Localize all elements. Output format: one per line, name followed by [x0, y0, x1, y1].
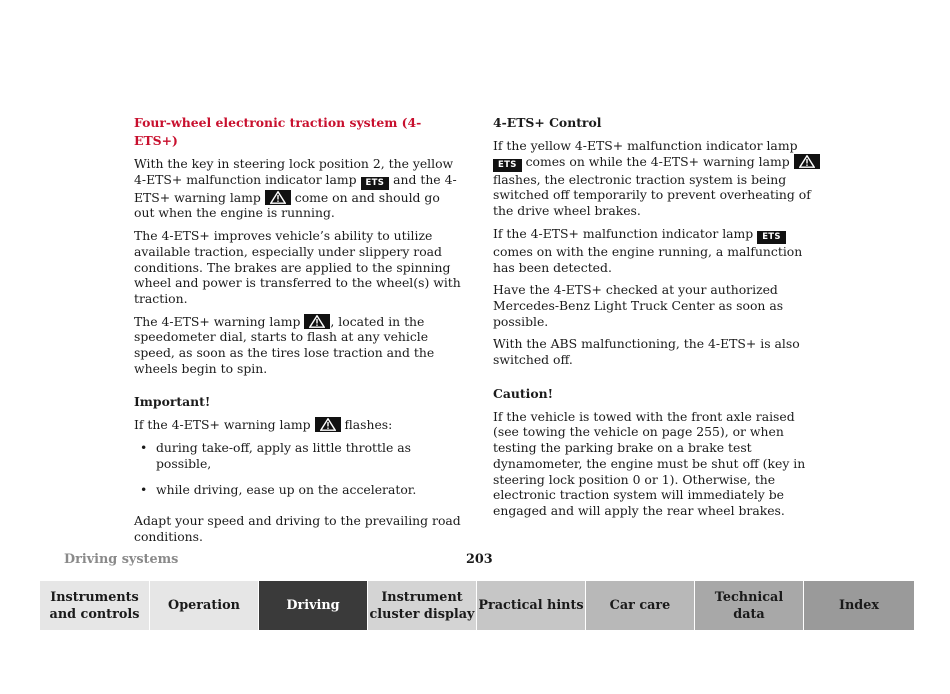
important-intro-text-b: flashes: — [340, 417, 393, 433]
control-heading: 4-ETS+ Control — [493, 115, 602, 130]
intro-text-a: With the key in steering lock position 2, the yellow 4-ETS+ malfunction indicator lamp — [134, 156, 454, 187]
control-p2-text-b: comes on with the engine running, a malfunction has been detected. — [493, 243, 803, 275]
left-column — [134, 114, 462, 552]
bullet-text: while driving, ease up on the accelerator. — [156, 481, 417, 497]
chapter-navigation — [40, 581, 914, 630]
tab-instruments-and-controls[interactable]: Instruments and controls — [40, 581, 150, 630]
footer-section-label: Driving systems — [64, 552, 179, 567]
list-item — [134, 440, 462, 471]
control-paragraph-3: Have the 4-ETS+ checked at your authorized Mercedes-Benz Light Truck Center as soon as possible. — [493, 282, 784, 329]
intro-text-b: and the 4-ETS+ warning lamp — [134, 171, 457, 205]
tab-car-care[interactable]: Car care — [586, 581, 695, 630]
ets-malfunction-lamp-icon: ETS — [361, 177, 390, 190]
tab-driving[interactable]: Driving — [259, 581, 368, 630]
bullet-text: during take-off, apply as little throttle as possible, — [156, 440, 411, 471]
warning-lamp-paragraph — [134, 314, 462, 377]
bullet-icon: • — [140, 481, 148, 497]
intro-text-c: come on and should go out when the engine is running. — [134, 189, 440, 221]
tab-operation[interactable]: Operation — [150, 581, 259, 630]
closing-paragraph: Adapt your speed and driving to the prevailing road conditions. — [134, 513, 461, 544]
tab-practical-hints[interactable]: Practical hints — [477, 581, 586, 630]
control-text-b: comes on while the 4-ETS+ warning lamp — [521, 153, 794, 169]
bullet-icon: • — [140, 440, 148, 456]
important-heading: Important! — [134, 394, 211, 410]
caution-heading: Caution! — [493, 385, 554, 401]
control-text-a: If the yellow 4-ETS+ malfunction indicator lamp — [493, 138, 798, 153]
control-paragraph-2 — [493, 226, 823, 275]
ets-malfunction-lamp-icon: ETS — [757, 231, 786, 244]
control-paragraph-1 — [493, 138, 823, 219]
warning-lamp-text-a: The 4-ETS+ warning lamp — [134, 313, 305, 329]
intro-paragraph — [134, 156, 462, 221]
section-title: Four-wheel electronic traction system (4-ETS+) — [134, 115, 422, 148]
tab-instrument-cluster-display[interactable]: Instrument cluster display — [368, 581, 477, 630]
warning-triangle-icon — [265, 190, 291, 205]
tab-index[interactable]: Index — [804, 581, 914, 630]
warning-lamp-text-b: , located in the speedometer dial, starts to flash at any vehicle speed, as soon as the tires lose traction and the wheels begin to spin. — [134, 313, 435, 376]
warning-triangle-icon — [304, 314, 330, 329]
ets-malfunction-lamp-icon: ETS — [493, 159, 522, 172]
caution-paragraph: If the vehicle is towed with the front axle raised (see towing the vehicle on page 255), or when testing the parking brake on a brake test dynamometer, the engine must be shut off (key in steering lock position 0 or 1). Otherwise, the electronic traction system will immediately be engaged and will apply the rear wheel brakes. — [493, 408, 806, 518]
tab-technical-data[interactable]: Technical data — [695, 581, 804, 630]
warning-triangle-icon — [315, 417, 341, 432]
control-p2-text-a: If the 4-ETS+ malfunction indicator lamp — [493, 225, 758, 241]
improves-paragraph: The 4-ETS+ improves vehicle’s ability to utilize available traction, especially under slippery road conditions. The brakes are applied to the spinning wheel and power is transferred to the wheel(s) with traction. — [134, 228, 461, 306]
important-intro-text-a: If the 4-ETS+ warning lamp — [134, 417, 315, 433]
important-intro — [134, 417, 462, 433]
warning-triangle-icon — [794, 154, 820, 169]
right-column — [493, 114, 823, 526]
control-text-c: flashes, the electronic traction system is being switched off temporarily to prevent overheating of the drive wheel brakes. — [493, 171, 811, 219]
control-paragraph-4: With the ABS malfunctioning, the 4-ETS+ is also switched off. — [493, 336, 800, 368]
list-item — [134, 482, 462, 498]
important-bullet-list — [134, 440, 462, 497]
page-number: 203 — [466, 552, 493, 567]
